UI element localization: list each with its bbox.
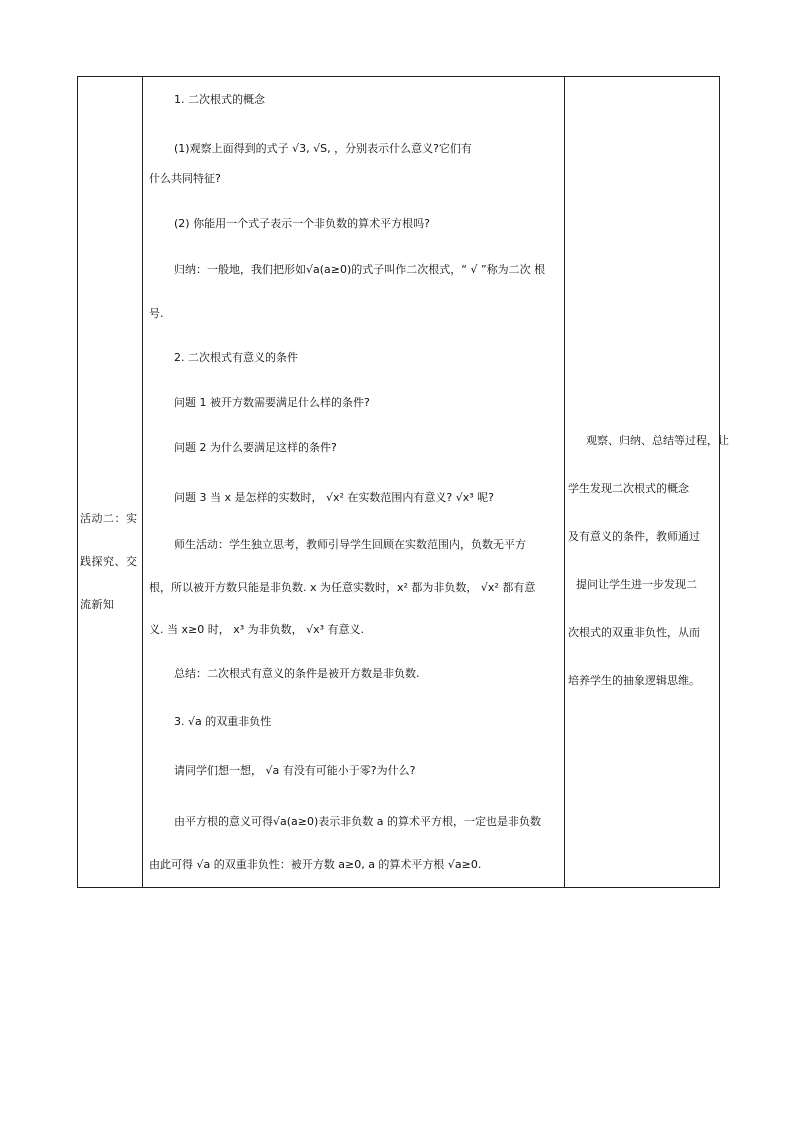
section-heading: 2. 二次根式有意义的条件 xyxy=(174,351,298,364)
content-line: 总结：二次根式有意义的条件是被开方数是非负数. xyxy=(174,667,420,680)
content-line: 义. 当 x≥0 时， x³ 为非负数， √x³ 有意义. xyxy=(149,623,365,636)
content-line: 请同学们想一想， √a 有没有可能小于零?为什么? xyxy=(174,764,416,777)
lesson-plan-table xyxy=(77,76,729,888)
section-heading: 1. 二次根式的概念 xyxy=(174,93,265,106)
design-intent-line: 观察、归纳、总结等过程，让 xyxy=(586,434,729,447)
column-divider xyxy=(564,77,565,887)
content-line: 号. xyxy=(149,307,164,320)
content-line: 师生活动：学生独立思考，教师引导学生回顾在实数范围内，负数无平方 xyxy=(174,538,526,551)
activity-label-line: 践探究、交 xyxy=(80,555,138,568)
design-intent-line: 提问让学生进一步发现二 xyxy=(576,578,697,591)
content-line: 根，所以被开方数只能是非负数. x 为任意实数时，x² 都为非负数， √x² 都有意 xyxy=(149,581,536,594)
design-intent-line: 学生发现二次根式的概念 xyxy=(568,482,689,495)
column-divider xyxy=(142,77,143,887)
content-line: 归纳：一般地，我们把形如√a(a≥0)的式子叫作二次根式，“ √ ”称为二次 根 xyxy=(174,263,546,276)
design-intent-line: 及有意义的条件，教师通过 xyxy=(568,530,700,543)
design-intent-line: 次根式的双重非负性，从而 xyxy=(568,626,700,639)
section-heading: 3. √a 的双重非负性 xyxy=(174,715,272,728)
content-line: 由此可得 √a 的双重非负性：被开方数 a≥0, a 的算术平方根 √a≥0. xyxy=(149,858,482,871)
activity-label-cell xyxy=(80,497,140,626)
design-intent-cell xyxy=(568,417,729,705)
content-line: (1)观察上面得到的式子 √3, √S, ，分别表示什么意义?它们有 xyxy=(174,142,472,155)
design-intent-line: 培养学生的抽象逻辑思维。 xyxy=(568,674,700,687)
content-line: 问题 2 为什么要满足这样的条件? xyxy=(174,441,337,454)
activity-label-line: 活动二：实 xyxy=(80,512,138,525)
content-line: 由平方根的意义可得√a(a≥0)表示非负数 a 的算术平方根，一定也是非负数 xyxy=(174,815,542,828)
content-line: 问题 3 当 x 是怎样的实数时， √x² 在实数范围内有意义? √x³ 呢? xyxy=(174,491,495,504)
activity-label-line: 流新知 xyxy=(80,598,115,611)
content-line: (2) 你能用一个式子表示一个非负数的算术平方根吗? xyxy=(174,217,430,230)
content-line: 什么共同特征? xyxy=(149,172,221,185)
content-line: 问题 1 被开方数需要满足什么样的条件? xyxy=(174,396,370,409)
